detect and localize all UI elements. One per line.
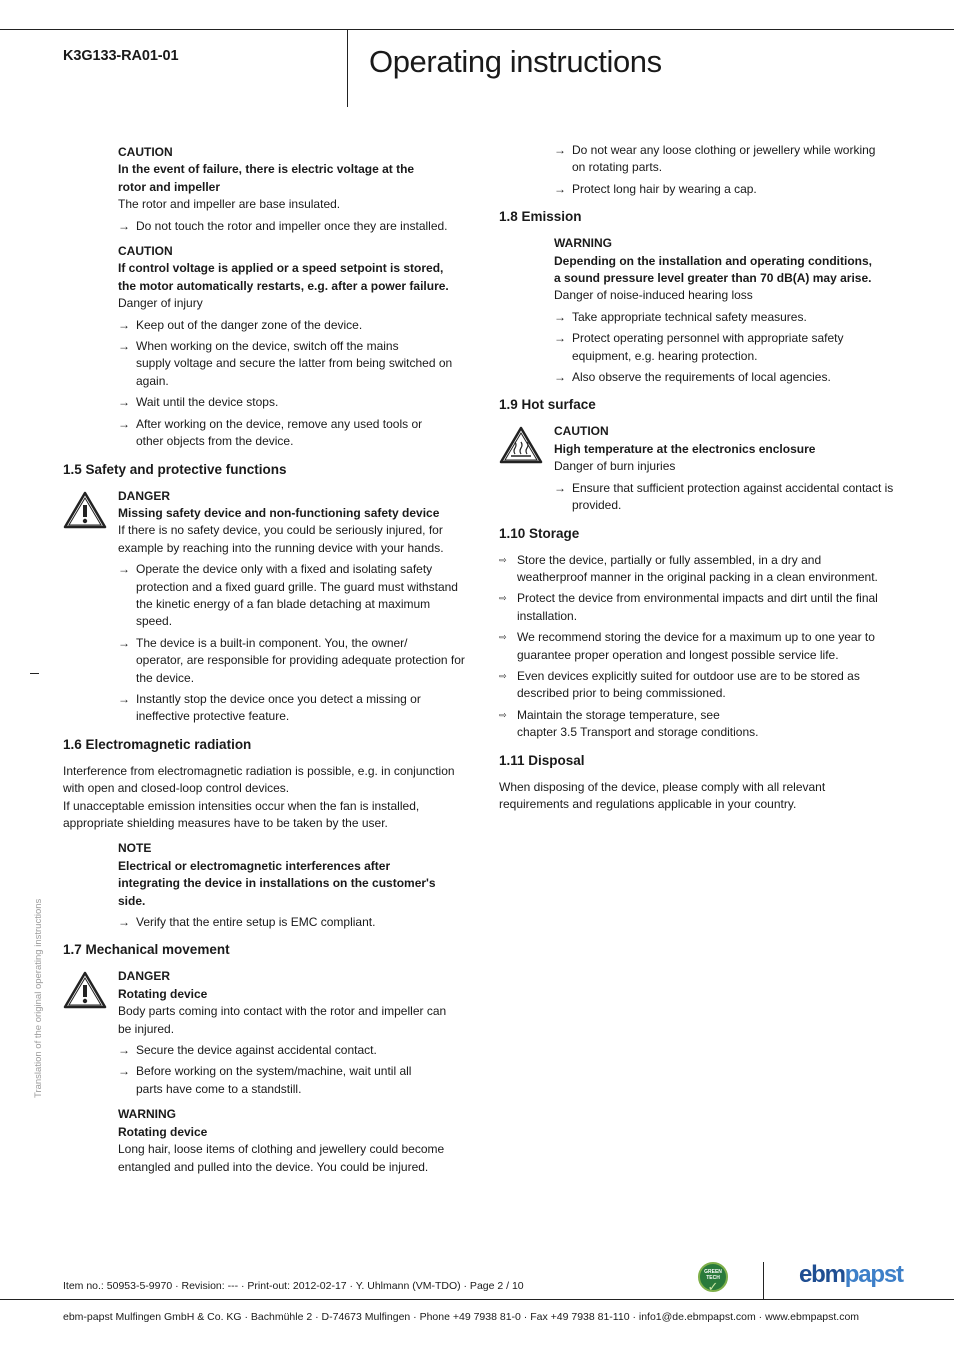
instruction-item: → After working on the device, remove any used tools or other objects from the device. [118,416,423,449]
bullet-arrow-icon: ⇨ [499,554,507,565]
caution-label: CAUTION [118,244,173,259]
danger-text: If there is no safety device, you could be seriously injured, for [118,523,443,538]
footer-address: ebm-papst Mulfingen GmbH & Co. KG · Bachmühle 2 · D-74673 Mulfingen · Phone +49 7938 81-0 · Fax +49 7938 81-110 · info1@de.ebmpapst.com · www.ebmpapst.com [63,1311,860,1323]
danger-label: DANGER [118,488,171,503]
danger-rotating-device: DANGER Rotating device Body parts coming into contact with the rotor and impeller can be injured. → Secure the device against accidental contact. → Before working on the system/machine, wait until all parts have come to a standstill. WARNING Rotating device Long hair, loose items of clothing and jewellery could become entangled and pulled into the device. You could be injured. [63,968,473,1175]
caution-hot-surface: CAUTION High temperature at the electronics enclosure Danger of burn injuries → Ensure that sufficient protection against accidental contact is provided. [499,423,899,514]
arrow-icon: → [118,339,130,354]
section-heading-1-7: 1.7 Mechanical movement [63,942,230,958]
arrow-icon: → [554,181,566,196]
arrow-icon: → [118,317,130,332]
instruction-item: → Keep out of the danger zone of the device. [118,317,473,334]
caution-bold-line: rotor and impeller [118,179,221,194]
note-label: NOTE [118,841,152,856]
instruction-item: → Do not wear any loose clothing or jewellery while working on rotating parts. [554,143,876,175]
instruction-item: → Do not touch the rotor and impeller once they are installed. [118,218,473,235]
instruction-item: → Ensure that sufficient protection against accidental contact is provided. [554,480,894,513]
note-emc: NOTE Electrical or electromagnetic interferences after integrating the device in installations on the customer's side. → Verify that the entire setup is EMC compliant. [63,840,473,931]
caution-label: CAUTION [554,424,609,439]
list-item: ⇨ Protect the device from environmental impacts and dirt until the final installation. [499,591,878,623]
arrow-icon: → [118,691,130,706]
greentech-badge-icon: GREEN TECH ✓ [698,1262,728,1292]
left-column [63,142,473,1176]
caution-bold-line: If control voltage is applied or a speed setpoint is stored, [118,261,444,276]
list-item: ⇨ Maintain the storage temperature, see chapter 3.5 Transport and storage conditions. [499,707,759,740]
arrow-icon: → [554,370,566,385]
caution-auto-restart [63,243,473,450]
warning-triangle-icon [63,970,107,1010]
header-divider [347,29,348,107]
section-heading-1-5: 1.5 Safety and protective functions [63,461,287,477]
section-heading-1-11: 1.11 Disposal [499,752,585,768]
caution-bold-line: In the event of failure, there is electric voltage at the [118,162,415,177]
caution-electric-voltage [63,144,473,235]
arrow-icon: → [118,416,130,431]
arrow-icon: → [554,480,566,495]
model-number: K3G133-RA01-01 [63,48,179,64]
margin-note: Translation of the original operating instructions [33,898,44,1098]
instruction-item: → When working on the device, switch off the mains supply voltage and secure the latter from being switched on again. [118,339,453,388]
arrow-icon: → [118,1043,130,1058]
warning-triangle-icon [63,490,107,530]
arrow-icon: → [554,331,566,346]
danger-text: example by reaching into the running device with your hands. [118,540,444,555]
warning-label: WARNING [118,1107,176,1122]
instruction-item: → Verify that the entire setup is EMC compliant. [118,914,473,931]
hot-surface-icon [499,425,543,465]
disposal-paragraph: When disposing of the device, please comply with all relevant requirements and regulations applicable in your country. [499,779,826,811]
arrow-icon: → [118,218,130,233]
list-item: ⇨ Store the device, partially or fully assembled, in a dry and weatherproof manner in the original packing in a clean environment. [499,552,878,584]
arrow-icon: → [118,915,130,930]
continued-items [499,142,899,198]
caution-label: CAUTION [118,145,173,159]
warning-label: WARNING [554,236,612,251]
arrow-icon: → [118,1064,130,1079]
arrow-icon: → [118,562,130,577]
instruction-item: → Secure the device against accidental contact. [118,1042,473,1059]
instruction-item: → Operate the device only with a fixed and isolating safety protection and a fixed guard grille. The guard must withstand the kinetic energy of a fan blade detaching at maximum speed. [118,562,458,629]
ebmpapst-logo: ebmpapst [799,1261,903,1288]
section-heading-1-9: 1.9 Hot surface [499,397,596,413]
arrow-icon: → [554,309,566,324]
bullet-arrow-icon: ⇨ [499,670,507,681]
emc-paragraph: Interference from electromagnetic radiation is possible, e.g. in conjunction with open and closed-loop control devices. If unacceptable emission intensities occur when the fan is installed, appropriate shielding measures have to be taken by the user. [63,763,455,830]
instruction-item: → Wait until the device stops. [118,394,473,411]
danger-label: DANGER [118,969,171,984]
instruction-item: → The device is a built-in component. You, the owner/ operator, are responsible for providing adequate protection for the device. [118,635,465,685]
list-item: ⇨ We recommend storing the device for a maximum up to one year to guarantee proper operation and longest possible service life. [499,630,875,662]
storage-list [499,552,899,742]
caution-text: Danger of injury [118,296,203,311]
arrow-icon: → [118,635,130,650]
instruction-item: → Protect operating personnel with appropriate safety equipment, e.g. hearing protection. [554,331,844,363]
instruction-item: → Protect long hair by wearing a cap. [554,181,899,198]
instruction-item: → Before working on the system/machine, wait until all parts have come to a standstill. [118,1064,412,1096]
list-item: ⇨ Even devices explicitly suited for outdoor use are to be stored as described prior to being commissioned. [499,668,860,701]
instruction-item: → Also observe the requirements of local agencies. [554,369,899,386]
danger-bold-line: Missing safety device and non-functioning safety device [118,505,440,520]
instruction-item: → Take appropriate technical safety measures. [554,309,899,326]
header-top-rule [0,29,954,30]
right-column [499,142,899,813]
bullet-arrow-icon: ⇨ [499,593,507,604]
bullet-arrow-icon: ⇨ [499,709,507,720]
section-heading-1-8: 1.8 Emission [499,209,582,225]
caution-bold-line: the motor automatically restarts, e.g. after a power failure. [118,278,449,293]
arrow-icon: → [118,395,130,410]
arrow-icon: → [554,143,566,157]
bullet-arrow-icon: ⇨ [499,632,507,643]
margin-dash [30,673,39,674]
instruction-item: → Instantly stop the device once you detect a missing or ineffective protective feature. [118,691,421,724]
warning-emission: WARNING Depending on the installation and operating conditions, a sound pressure level greater than 70 dB(A) may arise. Danger of noise-induced hearing loss → Take appropriate technical safety measures. → Protect operating personnel with appropriate safety equipment, e.g. hearing protection. → Also observe the requirements of local agencies. [499,235,899,386]
section-heading-1-10: 1.10 Storage [499,525,580,541]
logo-divider [763,1262,764,1300]
danger-safety-device [63,488,473,726]
footer-item-info: Item no.: 50953-5-9970 · Revision: --- · Print-out: 2012-02-17 · Y. Uhlmann (VM-TDO) · Page 2 / 10 [63,1280,524,1292]
footer-rule [0,1299,954,1300]
document-title: Operating instructions [369,44,662,79]
caution-text: The rotor and impeller are base insulated. [118,197,341,212]
section-heading-1-6: 1.6 Electromagnetic radiation [63,736,252,752]
